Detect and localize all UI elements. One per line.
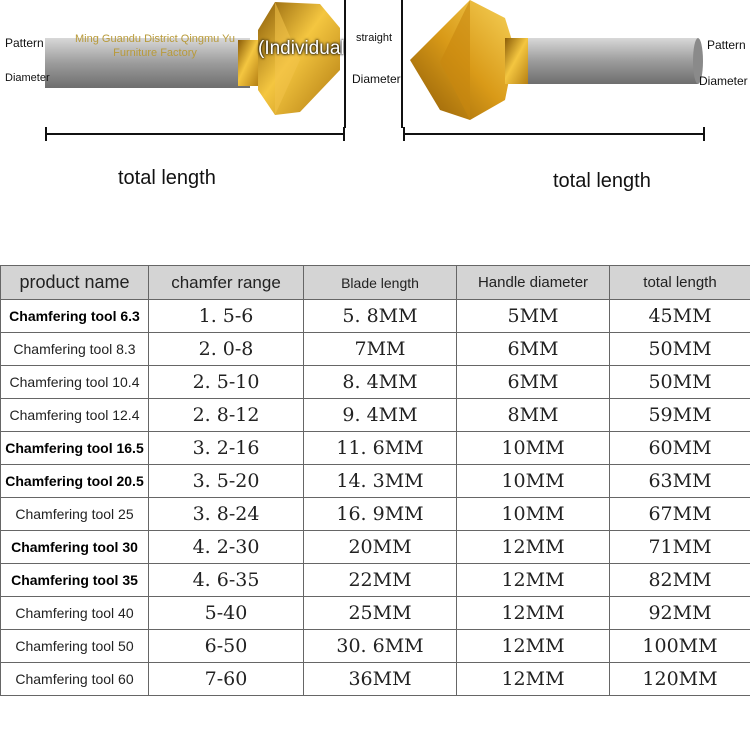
cell-blade-length: 11. 6MM bbox=[304, 432, 457, 465]
cell-handle-diameter: 12MM bbox=[457, 597, 610, 630]
cell-total-length: 92MM bbox=[610, 597, 750, 630]
cell-product-name: Chamfering tool 8.3 bbox=[1, 333, 149, 366]
cell-chamfer-range: 2. 5-10 bbox=[149, 366, 304, 399]
cell-chamfer-range: 2. 0-8 bbox=[149, 333, 304, 366]
table-row bbox=[1, 366, 750, 399]
left-diameter-label: Diameter bbox=[5, 72, 50, 84]
right-diameter-label: Diameter bbox=[352, 72, 401, 86]
header-product-name: product name bbox=[1, 266, 149, 300]
cell-chamfer-range: 3. 5-20 bbox=[149, 465, 304, 498]
cell-total-length: 60MM bbox=[610, 432, 750, 465]
table-row bbox=[1, 564, 750, 597]
cell-blade-length: 9. 4MM bbox=[304, 399, 457, 432]
cell-product-name: Chamfering tool 50 bbox=[1, 630, 149, 663]
cell-product-name: Chamfering tool 40 bbox=[1, 597, 149, 630]
cell-chamfer-range: 4. 6-35 bbox=[149, 564, 304, 597]
cell-handle-diameter: 6MM bbox=[457, 366, 610, 399]
right-total-length-label: total length bbox=[553, 170, 651, 192]
cell-handle-diameter: 12MM bbox=[457, 531, 610, 564]
cell-handle-diameter: 12MM bbox=[457, 663, 610, 696]
cell-product-name: Chamfering tool 20.5 bbox=[1, 465, 149, 498]
cell-chamfer-range: 1. 5-6 bbox=[149, 300, 304, 333]
table-body bbox=[1, 300, 750, 696]
cell-blade-length: 25MM bbox=[304, 597, 457, 630]
cell-blade-length: 5. 8MM bbox=[304, 300, 457, 333]
right-tool-cutter bbox=[410, 0, 530, 120]
cell-chamfer-range: 2. 8-12 bbox=[149, 399, 304, 432]
cell-blade-length: 7MM bbox=[304, 333, 457, 366]
right-diameter-line bbox=[401, 0, 403, 128]
header-blade-length: Blade length bbox=[304, 266, 457, 300]
cell-chamfer-range: 7-60 bbox=[149, 663, 304, 696]
cell-blade-length: 8. 4MM bbox=[304, 366, 457, 399]
cell-product-name: Chamfering tool 6.3 bbox=[1, 300, 149, 333]
cell-total-length: 71MM bbox=[610, 531, 750, 564]
table-header-row bbox=[1, 266, 750, 300]
table-row bbox=[1, 333, 750, 366]
spec-table bbox=[0, 265, 750, 696]
right-straight-label: straight bbox=[356, 32, 393, 44]
cell-handle-diameter: 10MM bbox=[457, 432, 610, 465]
cell-total-length: 63MM bbox=[610, 465, 750, 498]
cell-product-name: Chamfering tool 16.5 bbox=[1, 432, 149, 465]
table-row bbox=[1, 597, 750, 630]
cell-blade-length: 14. 3MM bbox=[304, 465, 457, 498]
cell-total-length: 82MM bbox=[610, 564, 750, 597]
header-total-length: total length bbox=[610, 266, 750, 300]
cell-total-length: 67MM bbox=[610, 498, 750, 531]
cell-chamfer-range: 5-40 bbox=[149, 597, 304, 630]
left-pattern-label: Pattern bbox=[5, 36, 44, 50]
table-row bbox=[1, 663, 750, 696]
left-total-length-label: total length bbox=[118, 167, 216, 189]
cell-handle-diameter: 8MM bbox=[457, 399, 610, 432]
cell-blade-length: 30. 6MM bbox=[304, 630, 457, 663]
cell-chamfer-range: 3. 2-16 bbox=[149, 432, 304, 465]
table-row bbox=[1, 531, 750, 564]
right-total-length-line bbox=[403, 127, 705, 141]
cell-blade-length: 22MM bbox=[304, 564, 457, 597]
cell-handle-diameter: 10MM bbox=[457, 498, 610, 531]
cell-chamfer-range: 6-50 bbox=[149, 630, 304, 663]
cell-product-name: Chamfering tool 12.4 bbox=[1, 399, 149, 432]
cell-total-length: 100MM bbox=[610, 630, 750, 663]
watermark-text: Ming Guandu District Qingmu Yu Furniture Factory bbox=[75, 33, 235, 59]
cell-product-name: Chamfering tool 10.4 bbox=[1, 366, 149, 399]
cell-total-length: 45MM bbox=[610, 300, 750, 333]
table-row bbox=[1, 498, 750, 531]
right-diameter-label-2: Diameter bbox=[699, 74, 748, 88]
cell-total-length: 50MM bbox=[610, 333, 750, 366]
individual-label: (Individual bbox=[258, 38, 345, 59]
table-row bbox=[1, 399, 750, 432]
table-row bbox=[1, 630, 750, 663]
cell-total-length: 120MM bbox=[610, 663, 750, 696]
cell-chamfer-range: 3. 8-24 bbox=[149, 498, 304, 531]
cell-product-name: Chamfering tool 35 bbox=[1, 564, 149, 597]
cell-blade-length: 20MM bbox=[304, 531, 457, 564]
cell-blade-length: 16. 9MM bbox=[304, 498, 457, 531]
cell-handle-diameter: 10MM bbox=[457, 465, 610, 498]
header-chamfer-range: chamfer range bbox=[149, 266, 304, 300]
cell-handle-diameter: 6MM bbox=[457, 333, 610, 366]
cell-handle-diameter: 5MM bbox=[457, 300, 610, 333]
left-diameter-line bbox=[344, 0, 346, 128]
table-row bbox=[1, 465, 750, 498]
left-total-length-line bbox=[45, 127, 345, 141]
cell-total-length: 50MM bbox=[610, 366, 750, 399]
cell-handle-diameter: 12MM bbox=[457, 630, 610, 663]
header-handle-diameter: Handle diameter bbox=[457, 266, 610, 300]
cell-total-length: 59MM bbox=[610, 399, 750, 432]
cell-product-name: Chamfering tool 30 bbox=[1, 531, 149, 564]
cell-handle-diameter: 12MM bbox=[457, 564, 610, 597]
cell-product-name: Chamfering tool 60 bbox=[1, 663, 149, 696]
table-row bbox=[1, 432, 750, 465]
table-row bbox=[1, 300, 750, 333]
cell-blade-length: 36MM bbox=[304, 663, 457, 696]
cell-product-name: Chamfering tool 25 bbox=[1, 498, 149, 531]
right-tool-shank bbox=[528, 38, 703, 84]
cell-chamfer-range: 4. 2-30 bbox=[149, 531, 304, 564]
right-pattern-label: Pattern bbox=[707, 38, 746, 52]
